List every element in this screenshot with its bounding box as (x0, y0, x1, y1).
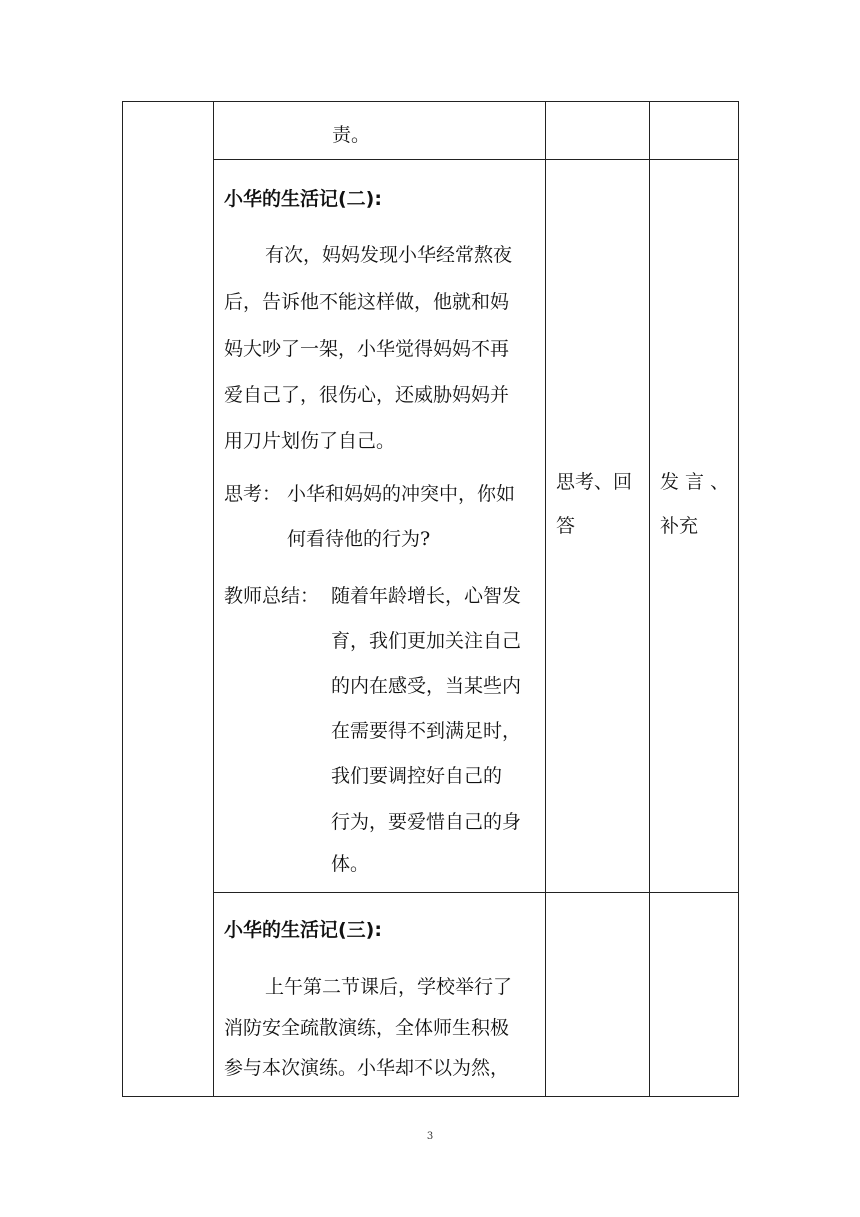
design-intent-cell (650, 893, 739, 1097)
student-activity-cell (546, 893, 650, 1097)
student-activity-cell (546, 102, 650, 160)
design-intent-cell (650, 102, 739, 160)
design-intent-cell (650, 160, 739, 893)
student-activity-cell (546, 160, 650, 893)
think-line: 何看待他的行为? (287, 528, 431, 550)
summary-label: 教师总结： (224, 585, 320, 607)
story-line: 消防安全疏散演练，全体师生积极 (224, 1017, 510, 1039)
summary-line: 体。 (331, 853, 370, 875)
content-cell (214, 160, 546, 893)
content-line: 责。 (332, 124, 371, 146)
content-cell (214, 893, 546, 1097)
student-activity-line: 答 (556, 515, 576, 537)
content-cell (214, 102, 546, 160)
table-row (123, 160, 739, 893)
lesson-plan-table (122, 101, 739, 1097)
think-line: 小华和妈妈的冲突中，你如 (287, 483, 516, 505)
table-row (123, 102, 739, 160)
summary-line: 随着年龄增长，心智发 (331, 585, 522, 607)
summary-line: 行为，要爱惜自己的身 (331, 811, 522, 833)
story-line: 上午第二节课后，学校举行了 (265, 976, 513, 998)
story-line: 妈大吵了一架，小华觉得妈妈不再 (224, 338, 510, 360)
section-heading: 小华的生活记(二): (224, 188, 382, 210)
story-line: 后，告诉他不能这样做，他就和妈 (224, 291, 510, 313)
student-activity-line: 思考、回 (556, 471, 633, 493)
story-line: 有次，妈妈发现小华经常熬夜 (265, 244, 513, 266)
story-line: 爱自己了，很伤心，还威胁妈妈并 (224, 384, 510, 406)
summary-line: 在需要得不到满足时， (331, 720, 522, 742)
story-line: 用刀片划伤了自己。 (224, 430, 396, 452)
summary-line: 我们要调控好自己的 (331, 765, 503, 787)
story-line: 参与本次演练。小华却不以为然， (224, 1057, 510, 1079)
design-intent-line: 发 言 、 (660, 471, 730, 493)
design-intent-line: 补充 (660, 515, 699, 537)
section-heading: 小华的生活记(三): (224, 919, 382, 941)
summary-line: 的内在感受，当某些内 (331, 675, 522, 697)
summary-line: 育，我们更加关注自己 (331, 630, 522, 652)
think-label: 思考： (224, 483, 282, 505)
page-number: 3 (426, 1131, 434, 1142)
stage-cell (123, 102, 214, 1097)
table-row (123, 893, 739, 1097)
